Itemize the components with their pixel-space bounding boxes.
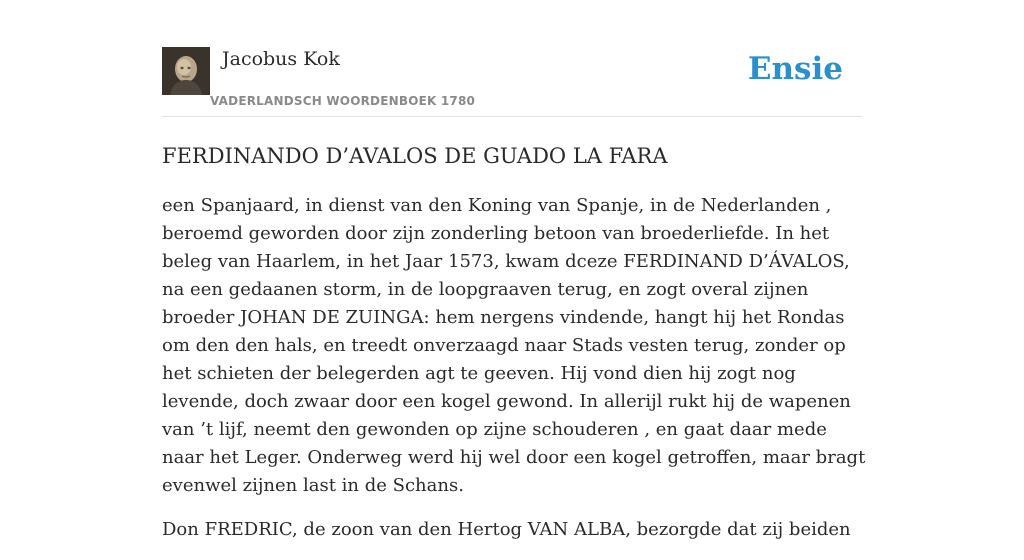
portrait-icon [162,47,210,95]
author-name[interactable]: Jacobus Kok [222,48,340,70]
article-body [162,192,868,560]
article-paragraph: een Spanjaard, in dienst van den Koning van Spanje, in de Nederlanden , beroemd geworden door zijn zonderling betoon van broederliefde. In het beleg van Haarlem, in het Jaar 1573, kwam dceze FERDINAND D’ÁVALOS, na een gedaanen storm, in de loopgraaven terug, en zogt overal zijnen broeder JOHAN DE ZUINGA: hem nergens vindende, hangt hij het Rondas om den den hals, en treedt onverzaagd naar Stads vesten terug, zonder op het schieten der belegerden agt te geeven. Hij vond dien hij zogt nog levende, doch zwaar door een kogel gewond. In allerijl rukt hij de wapenen van ’t lijf, neemt den gewonden op zijne schouderen , en gaat daar mede naar het Leger. Onderweg werd hij wel door een kogel getroffen, maar bragt evenwel zijnen last in de Schans. [162,195,866,496]
article-card [162,0,866,540]
article-title: FERDINANDO D’AVALOS DE GUADO LA FARA [162,144,668,168]
source-label[interactable]: VADERLANDSCH WOORDENBOEK 1780 [210,94,476,108]
brand-logo[interactable]: Ensie [747,51,843,87]
article-header [162,0,862,117]
article-paragraph: Don FREDRIC, de zoon van den Hertog VAN ALBA, bezorgde dat zij beiden [162,519,851,540]
author-avatar[interactable] [162,47,210,95]
